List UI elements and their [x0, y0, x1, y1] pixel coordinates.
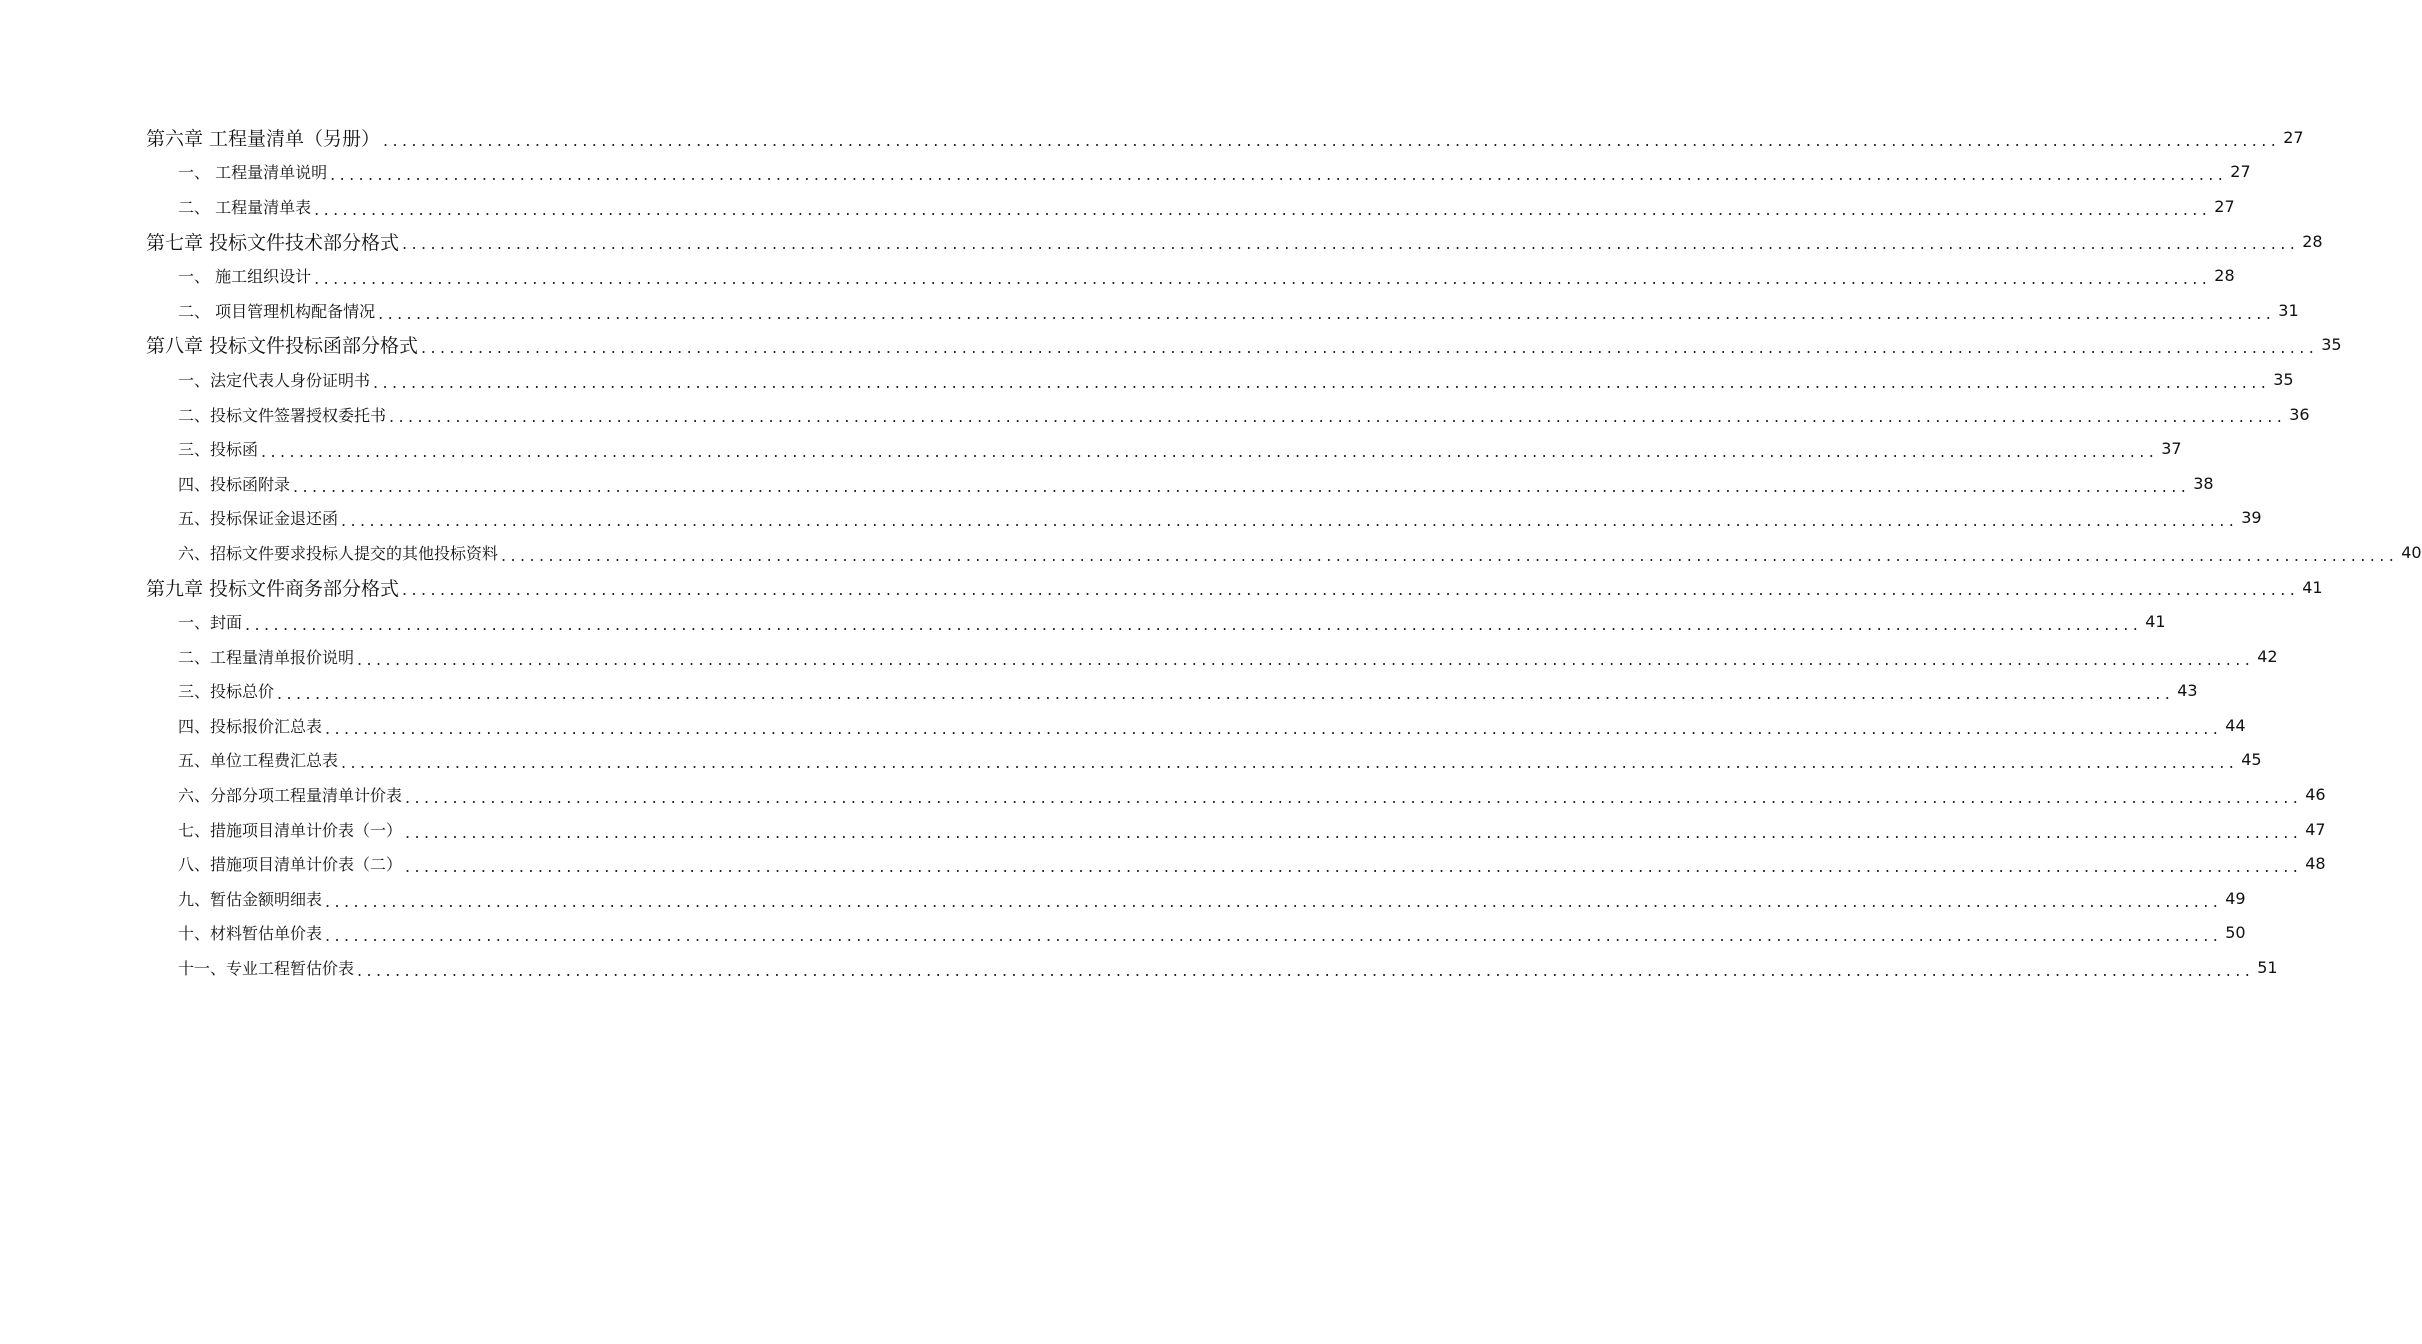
toc-entry-label: 四、投标报价汇总表	[178, 716, 323, 736]
toc-page-number: 47	[2305, 819, 2326, 839]
toc-entry-label: 五、单位工程费汇总表	[178, 751, 339, 771]
toc-dot-leader: ........................................................................................................................................................................................................	[293, 476, 2191, 496]
toc-section-entry[interactable]	[0, 258, 2235, 293]
toc-dot-leader: ........................................................................................................................................................................................................	[277, 684, 2175, 704]
toc-entry-label: 一、 工程量清单说明	[178, 163, 328, 183]
toc-dot-leader: ........................................................................................................................................................................................................	[402, 580, 2300, 600]
toc-chapter-entry[interactable]	[0, 120, 2304, 155]
toc-dot-leader: ........................................................................................................................................................................................................	[341, 753, 2239, 773]
toc-dot-leader: ........................................................................................................................................................................................................	[325, 891, 2223, 911]
toc-page-number: 28	[2214, 266, 2235, 286]
toc-entry-label: 七、措施项目清单计价表（一）	[178, 820, 403, 840]
toc-entry-label: 第七章 投标文件技术部分格式	[146, 231, 400, 254]
toc-section-entry[interactable]	[0, 535, 2422, 570]
toc-dot-leader: ........................................................................................................................................................................................................	[373, 372, 2271, 392]
toc-page-number: 46	[2305, 785, 2326, 805]
toc-section-entry[interactable]	[0, 812, 2326, 847]
toc-page-number: 45	[2241, 750, 2262, 770]
toc-dot-leader: ........................................................................................................................................................................................................	[330, 165, 2228, 185]
toc-dot-leader: ........................................................................................................................................................................................................	[314, 269, 2212, 289]
toc-section-entry[interactable]	[0, 431, 2182, 466]
toc-page-number: 42	[2257, 646, 2278, 666]
toc-section-entry[interactable]	[0, 950, 2278, 985]
toc-page-number: 50	[2225, 923, 2246, 943]
toc-dot-leader: ........................................................................................................................................................................................................	[405, 822, 2303, 842]
toc-entry-label: 一、 施工组织设计	[178, 267, 312, 287]
toc-entry-label: 十一、专业工程暂估价表	[178, 959, 355, 979]
toc-dot-leader: ........................................................................................................................................................................................................	[245, 615, 2143, 635]
toc-dot-leader: ........................................................................................................................................................................................................	[501, 545, 2399, 565]
toc-chapter-entry[interactable]	[0, 328, 2342, 363]
toc-entry-label: 四、投标函附录	[178, 474, 291, 494]
toc-dot-leader: ........................................................................................................................................................................................................	[261, 442, 2159, 462]
toc-entry-label: 第八章 投标文件投标函部分格式	[146, 335, 419, 358]
toc-section-entry[interactable]	[0, 362, 2294, 397]
toc-dot-leader: ........................................................................................................................................................................................................	[405, 857, 2303, 877]
toc-section-entry[interactable]	[0, 639, 2278, 674]
toc-page-number: 39	[2241, 508, 2262, 528]
toc-page-number: 40	[2401, 542, 2422, 562]
toc-dot-leader: ........................................................................................................................................................................................................	[378, 303, 2276, 323]
toc-section-entry[interactable]	[0, 604, 2166, 639]
toc-entry-label: 九、暂估金额明细表	[178, 889, 323, 909]
toc-page-number: 37	[2161, 439, 2182, 459]
toc-page-number: 41	[2302, 577, 2323, 597]
toc-page-number: 27	[2230, 162, 2251, 182]
toc-dot-leader: ........................................................................................................................................................................................................	[405, 787, 2303, 807]
toc-entry-label: 十、材料暂估单价表	[178, 924, 323, 944]
toc-entry-label: 一、法定代表人身份证明书	[178, 370, 371, 390]
toc-section-entry[interactable]	[0, 674, 2198, 709]
toc-page-number: 44	[2225, 715, 2246, 735]
toc-section-entry[interactable]	[0, 916, 2246, 951]
toc-dot-leader: ........................................................................................................................................................................................................	[383, 130, 2281, 150]
toc-section-entry[interactable]	[0, 189, 2235, 224]
toc-dot-leader: ........................................................................................................................................................................................................	[314, 199, 2212, 219]
toc-section-entry[interactable]	[0, 846, 2326, 881]
toc-section-entry[interactable]	[0, 777, 2326, 812]
toc-page-number: 35	[2273, 369, 2294, 389]
toc-page-number: 36	[2289, 404, 2310, 424]
toc-page-number: 27	[2214, 196, 2235, 216]
toc-page-number: 38	[2193, 473, 2214, 493]
toc-entry-label: 第九章 投标文件商务部分格式	[146, 577, 400, 600]
toc-section-entry[interactable]	[0, 743, 2262, 778]
toc-page-number: 48	[2305, 854, 2326, 874]
toc-entry-label: 三、投标总价	[178, 682, 275, 702]
toc-dot-leader: ........................................................................................................................................................................................................	[389, 407, 2287, 427]
toc-entry-label: 第六章 工程量清单（另册）	[146, 127, 381, 150]
toc-section-entry[interactable]	[0, 708, 2246, 743]
toc-page-number: 35	[2321, 335, 2342, 355]
toc-section-entry[interactable]	[0, 501, 2262, 536]
toc-dot-leader: ........................................................................................................................................................................................................	[325, 926, 2223, 946]
toc-chapter-entry[interactable]	[0, 224, 2323, 259]
toc-dot-leader: ........................................................................................................................................................................................................	[341, 511, 2239, 531]
toc-page-number: 43	[2177, 681, 2198, 701]
toc-entry-label: 八、措施项目清单计价表（二）	[178, 855, 403, 875]
toc-entry-label: 六、招标文件要求投标人提交的其他投标资料	[178, 543, 499, 563]
toc-page-number: 27	[2283, 127, 2304, 147]
toc-section-entry[interactable]	[0, 293, 2299, 328]
toc-section-entry[interactable]	[0, 397, 2310, 432]
toc-entry-label: 三、投标函	[178, 440, 259, 460]
toc-page-number: 31	[2278, 300, 2299, 320]
toc-page-number: 51	[2257, 958, 2278, 978]
toc-dot-leader: ........................................................................................................................................................................................................	[421, 338, 2319, 358]
toc-section-entry[interactable]	[0, 466, 2214, 501]
toc-page-number: 49	[2225, 888, 2246, 908]
toc-section-entry[interactable]	[0, 881, 2246, 916]
toc-dot-leader: ........................................................................................................................................................................................................	[325, 718, 2223, 738]
toc-entry-label: 二、投标文件签署授权委托书	[178, 405, 387, 425]
toc-entry-label: 二、 项目管理机构配备情况	[178, 301, 376, 321]
toc-dot-leader: ........................................................................................................................................................................................................	[357, 960, 2255, 980]
table-of-contents	[0, 120, 2422, 985]
toc-chapter-entry[interactable]	[0, 570, 2323, 605]
toc-page-number: 28	[2302, 231, 2323, 251]
toc-entry-label: 二、工程量清单报价说明	[178, 647, 355, 667]
toc-dot-leader: ........................................................................................................................................................................................................	[357, 649, 2255, 669]
toc-entry-label: 一、封面	[178, 613, 243, 633]
toc-dot-leader: ........................................................................................................................................................................................................	[402, 234, 2300, 254]
toc-entry-label: 五、投标保证金退还函	[178, 509, 339, 529]
toc-entry-label: 二、 工程量清单表	[178, 197, 312, 217]
toc-section-entry[interactable]	[0, 155, 2251, 190]
toc-entry-label: 六、分部分项工程量清单计价表	[178, 786, 403, 806]
toc-page-number: 41	[2145, 612, 2166, 632]
